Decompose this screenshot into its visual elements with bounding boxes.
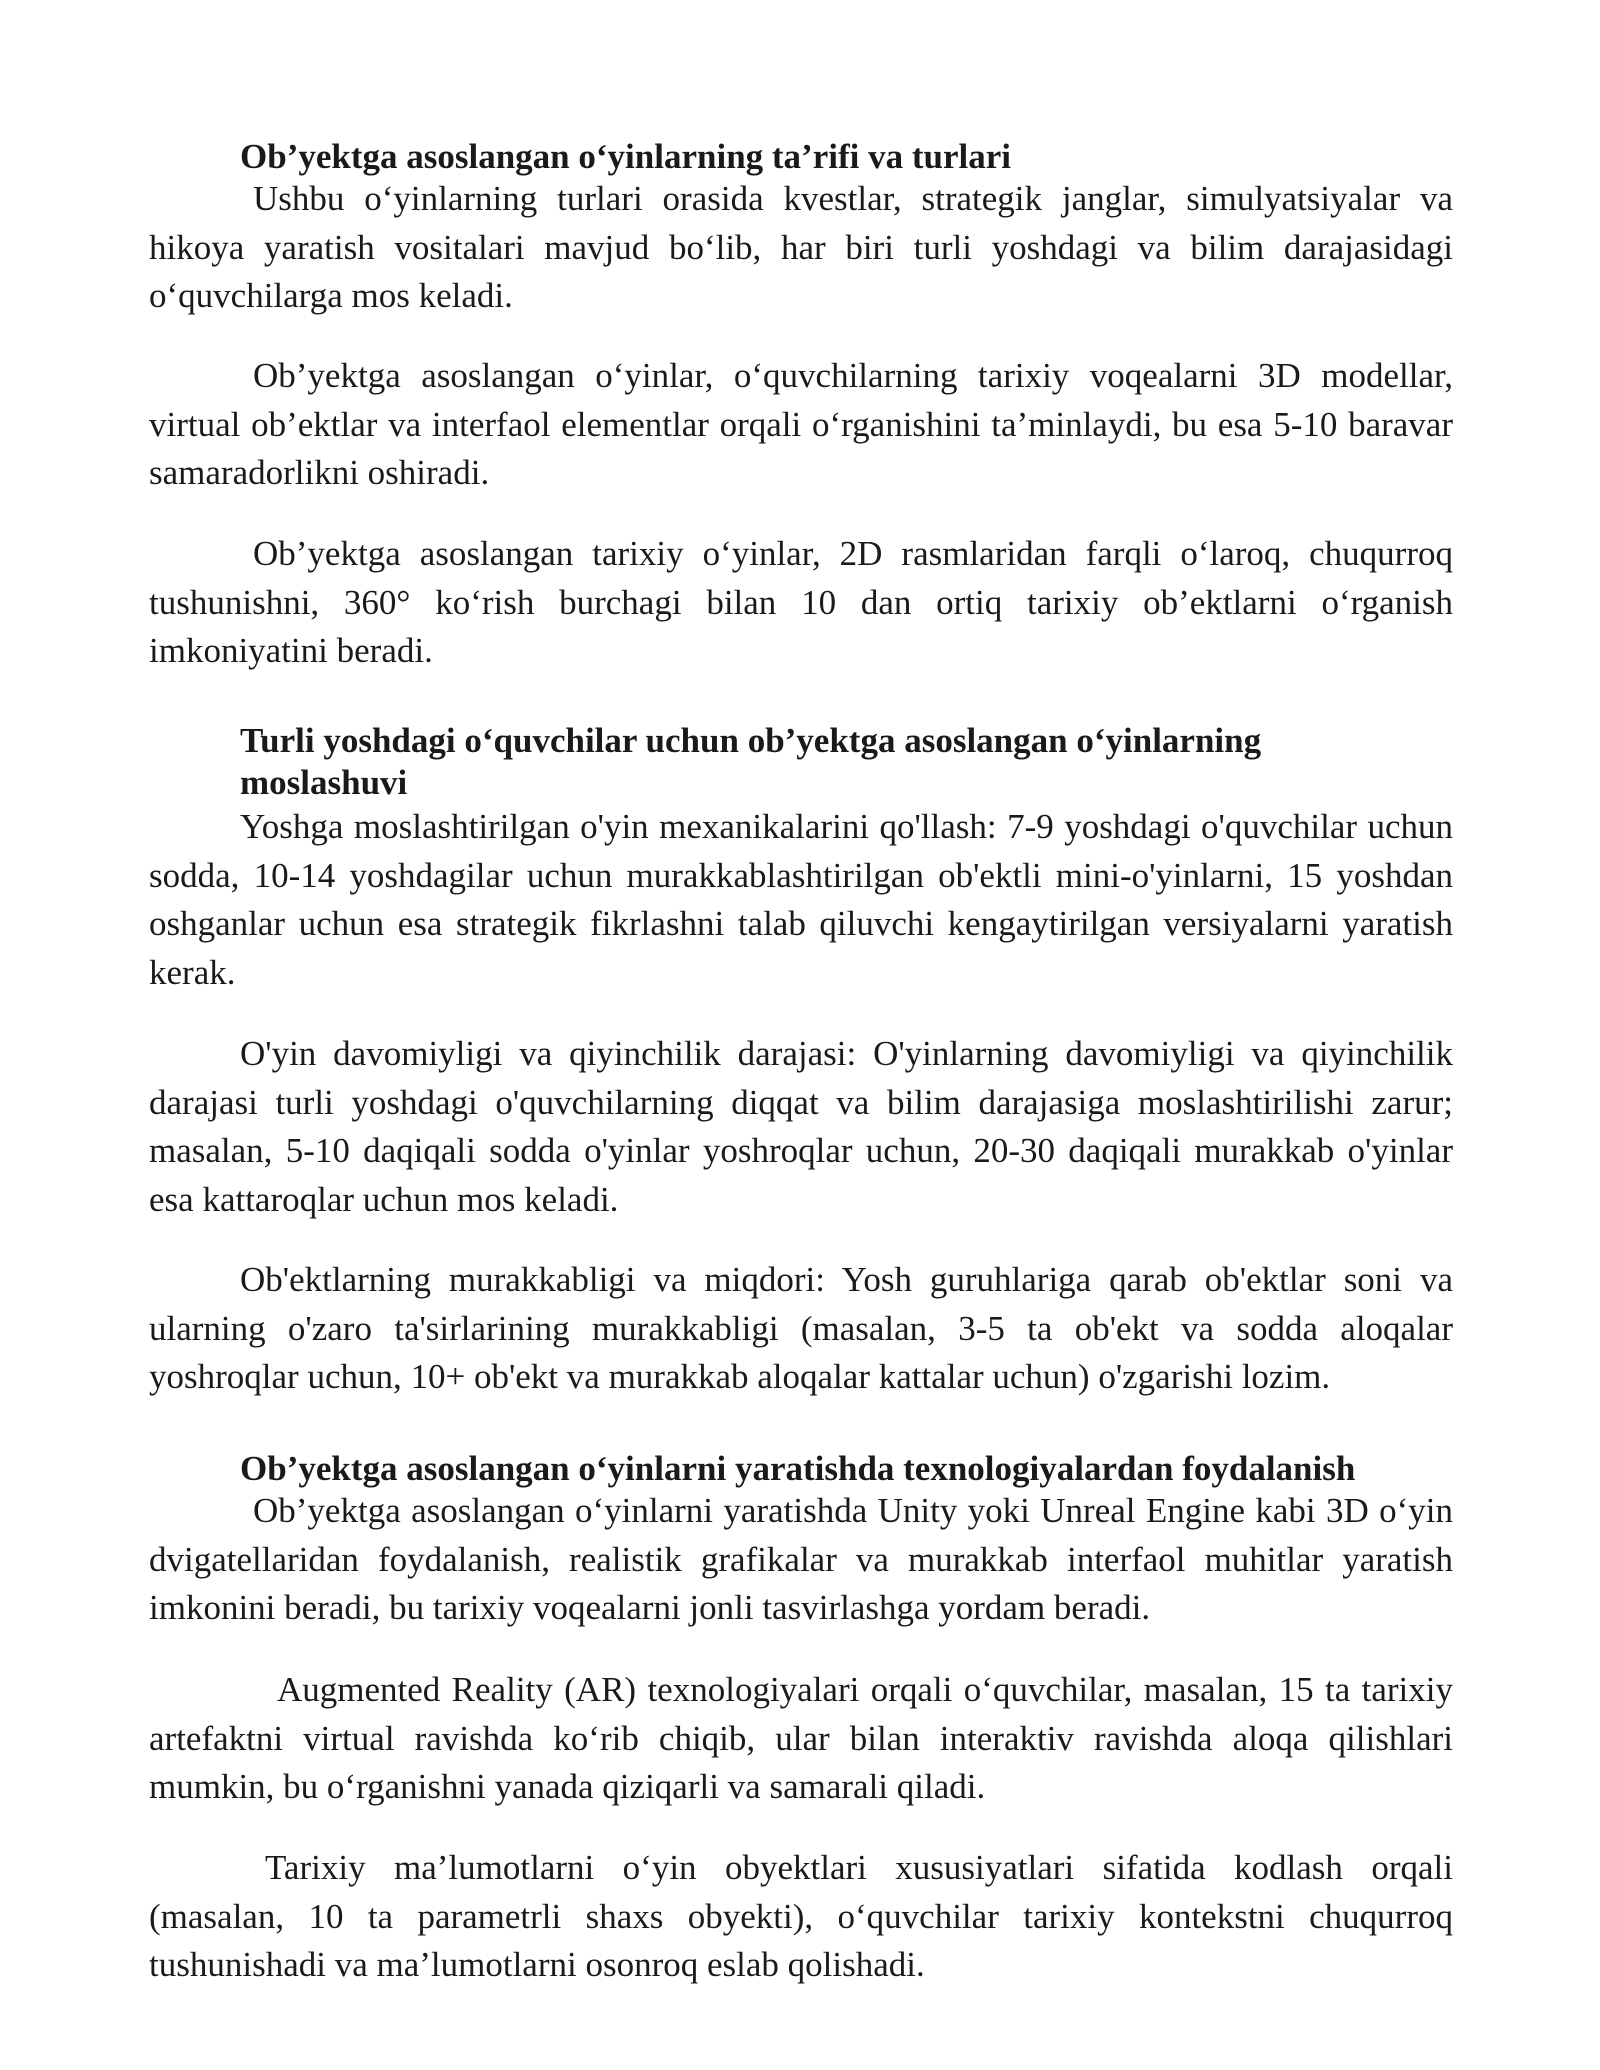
- section-heading-line-1: Turli yoshdagi o‘quvchilar uchun ob’yektga asoslangan o‘yinlarning: [240, 721, 1262, 760]
- paragraph: Ob’yektga asoslangan o‘yinlar, o‘quvchilarning tarixiy voqealarni 3D modellar, virtual ob’ektlar va interfaol elementlar orqali o‘rganishini ta’minlaydi, bu esa 5-10 baravar samaradorlikni oshiradi.: [149, 356, 1453, 492]
- paragraph: Ushbu o‘yinlarning turlari orasida kvestlar, strategik janglar, simulyatsiyalar va hikoya yaratish vositalari mavjud bo‘lib, har biri turli yoshdagi va bilim darajasidagi o‘quvchilarga mos keladi.: [149, 179, 1453, 315]
- paragraph: Ob’yektga asoslangan o‘yinlarni yaratishda Unity yoki Unreal Engine kabi 3D o‘yin dvigatellaridan foydalanish, realistik grafikalar va murakkab interfaol muhitlar yaratish imkonini beradi, bu tarixiy voqealarni jonli tasvirlashga yordam beradi.: [149, 1491, 1453, 1627]
- paragraph: Yoshga moslashtirilgan o'yin mexanikalarini qo'llash: 7-9 yoshdagi o'quvchilar uchun sodda, 10-14 yoshdagilar uchun murakkablashtirilgan ob'ektli mini-o'yinlarni, 15 yoshdan oshganlar uchun esa strategik fikrlashni talab qiluvchi kengaytirilgan versiyalarni yaratish kerak.: [149, 807, 1453, 992]
- section-heading: Ob’yektga asoslangan o‘yinlarning ta’rifi va turlari: [240, 137, 1011, 176]
- section-heading-line-2: moslashuvi: [240, 763, 408, 802]
- paragraph: Ob’yektga asoslangan tarixiy o‘yinlar, 2D rasmlaridan farqli o‘laroq, chuqurroq tushunishni, 360° ko‘rish burchagi bilan 10 dan ortiq tarixiy ob’ektlarni o‘rganish imkoniyatini beradi.: [149, 534, 1453, 670]
- paragraph: Ob'ektlarning murakkabligi va miqdori: Yosh guruhlariga qarab ob'ektlar soni va ularning o'zaro ta'sirlarining murakkabligi (masalan, 3-5 ta ob'ekt va sodda aloqalar yoshroqlar uchun, 10+ ob'ekt va murakkab aloqalar kattalar uchun) o'zgarishi lozim.: [149, 1260, 1453, 1396]
- paragraph: Augmented Reality (AR) texnologiyalari orqali o‘quvchilar, masalan, 15 ta tarixiy artefaktni virtual ravishda ko‘rib chiqib, ular bilan interaktiv ravishda aloqa qilishlari mumkin, bu o‘rganishni yanada qiziqarli va samarali qiladi.: [149, 1670, 1453, 1806]
- section-heading: Ob’yektga asoslangan o‘yinlarni yaratishda texnologiyalardan foydalanish: [240, 1449, 1356, 1488]
- paragraph: Tarixiy ma’lumotlarni o‘yin obyektlari xususiyatlari sifatida kodlash orqali (masalan, 10 ta parametrli shaxs obyekti), o‘quvchilar tarixiy kontekstni chuqurroq tushunishadi va ma’lumotlarni osonroq eslab qolishadi.: [149, 1848, 1453, 1984]
- paragraph: O'yin davomiyligi va qiyinchilik darajasi: O'yinlarning davomiyligi va qiyinchilik darajasi turli yoshdagi o'quvchilarning diqqat va bilim darajasiga moslashtirilishi zarur; masalan, 5-10 daqiqali sodda o'yinlar yoshroqlar uchun, 20-30 daqiqali murakkab o'yinlar esa kattaroqlar uchun mos keladi.: [149, 1034, 1453, 1219]
